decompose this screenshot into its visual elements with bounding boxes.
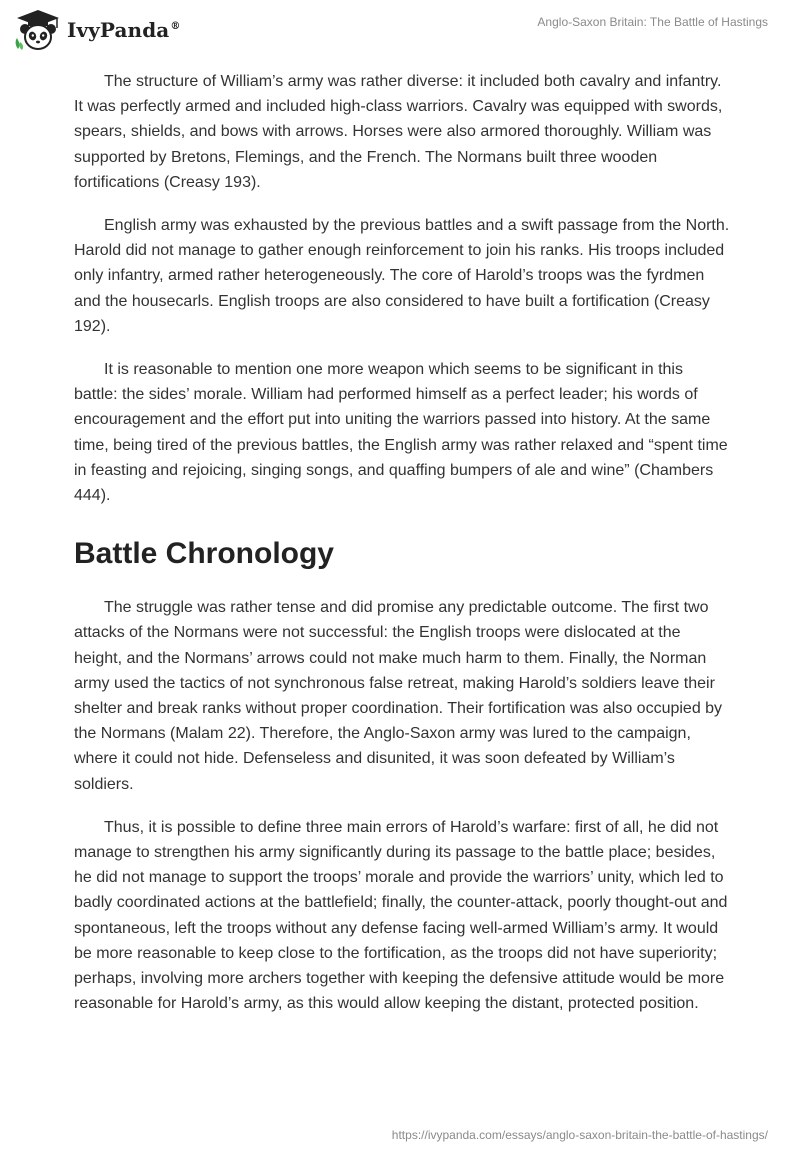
- section-heading: Battle Chronology: [74, 537, 334, 571]
- paragraph: Thus, it is possible to define three main errors of Harold’s warfare: first of all, he did not manage to strengthen his army significantly during its passage to the battle place; besides, he did not manage to support the troops’ morale and provide the warriors’ unity, which led to badly coordinated actions at the battlefield; finally, the counter-attack, poorly thought-out and spontaneous, left the troops without any defense facing well-armed William’s army. It would be more reasonable to keep close to the fortification, as the troops did not have superiority; perhaps, involving more archers together with keeping the defensive attitude would be more reasonable for Harold’s army, as this would allow keeping the distant, protected position.: [74, 818, 728, 1013]
- page-header: [0, 0, 800, 60]
- paragraph: It is reasonable to mention one more weapon which seems to be significant in this battle: the sides’ morale. William had performed himself as a perfect leader; his words of encouragement and the effort put into uniting the warriors passed into history. At the same time, being tired of the previous battles, the English army was rather relaxed and “spent time in feasting and rejoicing, singing songs, and quaffing bumpers of ale and wine” (Chambers 444).: [74, 361, 728, 505]
- brand-name: IvyPanda®: [67, 18, 181, 42]
- panda-graduate-icon: [14, 8, 62, 52]
- essay-body: [74, 69, 730, 1035]
- paragraph: The structure of William’s army was rather diverse: it included both cavalry and infantry. It was perfectly armed and included high-class warriors. Cavalry was equipped with swords, spears, shields, and bows with arrows. Horses were also armored thoroughly. William was supported by Bretons, Flemings, and the French. The Normans built three wooden fortifications (Creasy 193).: [74, 73, 723, 191]
- document-title: Anglo-Saxon Britain: The Battle of Hastings: [537, 15, 768, 29]
- paragraph: English army was exhausted by the previous battles and a swift passage from the North. Harold did not manage to gather enough reinforcement to join his ranks. His troops included only infantry, armed rather heterogeneously. The core of Harold’s troops was the fyrdmen and the housecarls. English troops are also considered to have built a fortification (Creasy 192).: [74, 217, 730, 335]
- paragraph: The struggle was rather tense and did promise any predictable outcome. The first two attacks of the Normans were not successful: the English troops were dislocated at the height, and the Normans’ arrows could not make much harm to them. Finally, the Norman army used the tactics of not synchronous false retreat, making Harold’s soldiers leave their shelter and break ranks without proper coordination. Their fortification was also occupied by the Normans (Malam 22). Therefore, the Anglo-Saxon army was lured to the campaign, where it could not hide. Defenseless and disunited, it was soon defeated by William’s soldiers.: [74, 599, 723, 793]
- source-url[interactable]: https://ivypanda.com/essays/anglo-saxon-britain-the-battle-of-hastings/: [391, 1128, 768, 1142]
- ivypanda-logo[interactable]: [14, 8, 180, 52]
